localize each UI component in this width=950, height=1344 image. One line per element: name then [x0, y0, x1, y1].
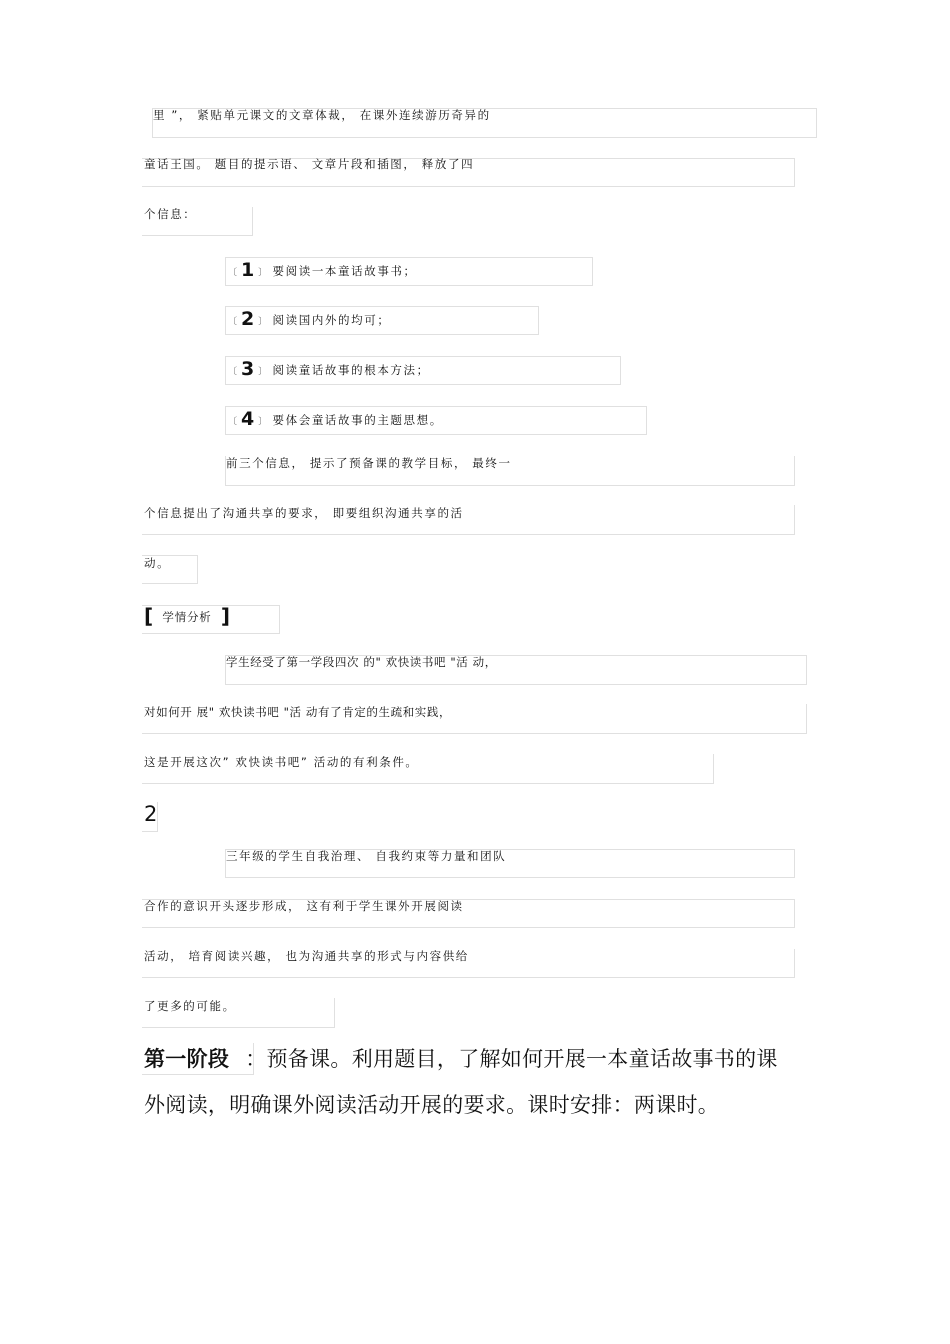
analysis-line: 活动， 培育阅读兴趣， 也为沟通共享的形式与内容供给 — [144, 949, 469, 963]
stage-text: ：预备课。利用题目，了解如何开展一本童话故事书的课 — [245, 1047, 778, 1071]
info-text: 要阅读一本童话故事书； — [272, 264, 417, 278]
info-text: 阅读童话故事的根本方法； — [272, 363, 430, 377]
stage-line-1 — [144, 1043, 778, 1073]
summary-line: 前三个信息， 提示了预备课的教学目标， 最终一 — [226, 456, 512, 470]
intro-line: 里 ”， 紧贴单元课文的文章体裁， 在课外连续游历奇异的 — [153, 108, 491, 122]
info-item-2: 〔 2 〕 阅读国内外的均可； — [228, 308, 391, 330]
analysis-line: 合作的意识开头逐步形成， 这有利于学生课外开展阅读 — [144, 899, 464, 913]
info-item-4: 〔 4 〕 要体会童话故事的主题思想。 — [228, 408, 443, 430]
stage-label: 第一阶段 — [144, 1047, 230, 1071]
section-title: 学情分析 — [162, 610, 212, 624]
summary-line: 个信息提出了沟通共享的要求， 即要组织沟通共享的活 — [144, 506, 464, 520]
analysis-line: 这是开展这次” 欢快读书吧” 活动的有利条件。 — [144, 755, 419, 769]
info-item-3: 〔 3 〕 阅读童话故事的根本方法； — [228, 358, 430, 380]
section-heading: [ 学情分析 ] — [144, 604, 231, 628]
info-text: 阅读国内外的均可； — [272, 313, 391, 327]
summary-line: 动。 — [144, 556, 171, 570]
intro-line: 个信息： — [144, 207, 197, 221]
analysis-line: 学生经受了第一学段四次 的" 欢快读书吧 "活 动， — [226, 655, 497, 669]
stage-line-2: 外阅读，明确课外阅读活动开展的要求。课时安排：两课时。 — [144, 1093, 720, 1117]
info-text: 要体会童话故事的主题思想。 — [272, 413, 443, 427]
info-item-1: 〔 1 〕 要阅读一本童话故事书； — [228, 259, 417, 281]
analysis-line: 了更多的可能。 — [144, 999, 236, 1013]
analysis-line: 三年级的学生自我治理、 自我约束等力量和团队 — [226, 849, 507, 863]
section-number: 2 — [144, 802, 158, 826]
intro-line: 童话王国。 题目的提示语、 文章片段和插图， 释放了四 — [144, 157, 475, 171]
analysis-line: 对如何开 展" 欢快读书吧 "活 动有了肯定的生疏和实践， — [144, 705, 452, 719]
